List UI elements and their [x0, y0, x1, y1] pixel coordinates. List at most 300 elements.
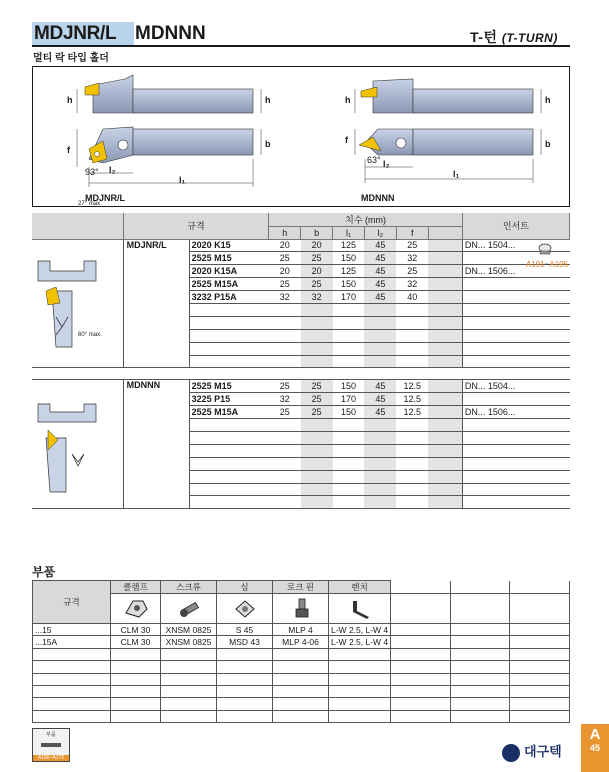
dim-f: 25 [396, 265, 428, 278]
empty-cell [428, 303, 462, 316]
dim-h-right: h [345, 95, 351, 105]
part-value: MLP 4 [273, 624, 329, 636]
empty-cell [161, 698, 217, 710]
dim-l1: 150 [333, 278, 365, 291]
empty-cell [428, 380, 462, 393]
holder-illustration: 27° max. [32, 239, 123, 368]
empty-cell [189, 457, 269, 470]
part-value: MLP 4-06 [273, 636, 329, 648]
empty-cell [462, 316, 569, 329]
table-row [32, 239, 570, 252]
empty-cell [462, 496, 569, 509]
dim-f-left: f [67, 145, 70, 155]
product-code: 2525 M15A [189, 278, 269, 291]
screw-icon [161, 594, 217, 624]
empty-cell [329, 648, 391, 660]
empty-cell [189, 470, 269, 483]
empty-cell [391, 624, 451, 636]
empty-cell [450, 624, 510, 636]
empty-cell [301, 483, 333, 496]
insert-code: DN... 1506... [462, 265, 569, 278]
dim-h-right-end: h [545, 95, 551, 105]
empty-cell [189, 496, 269, 509]
dim-h: 20 [269, 239, 301, 252]
empty-cell [450, 673, 510, 685]
model-name: MDNNN [123, 380, 189, 509]
empty-cell [428, 444, 462, 457]
right-top-view [355, 129, 541, 183]
empty-cell [333, 419, 365, 432]
empty-cell [510, 710, 570, 722]
empty-cell [329, 710, 391, 722]
empty-cell [428, 278, 462, 291]
empty-cell [301, 316, 333, 329]
empty-cell [161, 710, 217, 722]
dim-b-right: b [545, 139, 551, 149]
empty-cell [329, 673, 391, 685]
empty-cell [396, 470, 428, 483]
empty-cell [269, 457, 301, 470]
empty-cell [301, 303, 333, 316]
empty-cell [396, 329, 428, 342]
dim-b: 25 [301, 393, 333, 406]
empty-cell [396, 483, 428, 496]
blank-row [33, 698, 570, 710]
empty-cell [33, 710, 111, 722]
wrench-icon [39, 740, 63, 750]
empty-cell [333, 431, 365, 444]
blank-row [33, 710, 570, 722]
empty-cell [33, 685, 111, 697]
dim-header-f: f [396, 227, 428, 239]
col-insert-header: 인서트 [462, 213, 569, 239]
part-value: CLM 30 [111, 624, 161, 636]
product-code: 3225 P15 [189, 393, 269, 406]
taegutec-icon [502, 744, 520, 762]
lock-pin-icon [273, 594, 329, 624]
empty-cell [217, 673, 273, 685]
empty-cell [333, 329, 365, 342]
empty-cell [301, 419, 333, 432]
empty-cell [364, 355, 396, 368]
empty-cell [450, 710, 510, 722]
empty-cell [301, 470, 333, 483]
parts-icon-empty-2 [450, 594, 510, 624]
group-spacer [32, 368, 570, 380]
empty-cell [111, 673, 161, 685]
empty-cell [428, 483, 462, 496]
blank-row [33, 685, 570, 697]
empty-cell [391, 661, 451, 673]
empty-cell [189, 316, 269, 329]
page-number: 45 [589, 743, 600, 753]
empty-cell [396, 316, 428, 329]
insert-code: DN... 1506... [462, 406, 569, 419]
empty-cell [273, 685, 329, 697]
parts-badge-label: 부품 [46, 732, 56, 738]
empty-cell [428, 431, 462, 444]
empty-cell [428, 252, 462, 265]
blank-row [33, 673, 570, 685]
empty-cell [428, 291, 462, 304]
empty-cell [301, 444, 333, 457]
parts-col-empty-3 [510, 581, 570, 594]
empty-cell [189, 444, 269, 457]
empty-cell [391, 648, 451, 660]
insert-code: DN... 1504... [462, 380, 569, 393]
left-side-view [77, 75, 261, 113]
empty-cell [333, 444, 365, 457]
empty-cell [462, 303, 569, 316]
empty-cell [189, 342, 269, 355]
insert-icon [537, 243, 553, 257]
part-value: XNSM 0825 [161, 624, 217, 636]
parts-col-screw: 스크류 [161, 581, 217, 594]
drawing-caption-right: MDNNN [361, 193, 395, 203]
empty-cell [428, 393, 462, 406]
empty-cell [462, 483, 569, 496]
empty-cell [462, 457, 569, 470]
empty-cell [396, 457, 428, 470]
empty-cell [189, 303, 269, 316]
part-value: L-W 2.5, L-W 4 [329, 624, 391, 636]
dim-f: 12.5 [396, 406, 428, 419]
drawing-svg [33, 67, 571, 208]
empty-cell [510, 648, 570, 660]
empty-cell [301, 496, 333, 509]
drawing-caption-left: MDJNR/L [85, 193, 125, 203]
empty-cell [111, 661, 161, 673]
left-top-view [77, 127, 261, 187]
parts-col-lockpin: 로크 핀 [273, 581, 329, 594]
product-code: 2525 M15 [189, 252, 269, 265]
empty-cell [329, 685, 391, 697]
parts-title: 부품 [32, 565, 56, 579]
empty-cell [269, 431, 301, 444]
empty-cell [364, 483, 396, 496]
empty-cell [161, 673, 217, 685]
dim-l1-left: l₁ [179, 175, 186, 185]
empty-cell [269, 316, 301, 329]
product-code: 2020 K15 [189, 239, 269, 252]
shim-icon [217, 594, 273, 624]
dim-f-right: f [345, 135, 348, 145]
dim-f: 40 [396, 291, 428, 304]
empty-cell [217, 685, 273, 697]
dim-l1: 150 [333, 380, 365, 393]
parts-icon-empty-3 [510, 594, 570, 624]
parts-col-code: 규격 [33, 581, 111, 624]
empty-cell [364, 444, 396, 457]
part-value: XNSM 0825 [161, 636, 217, 648]
insert-page-ref[interactable] [526, 260, 568, 269]
empty-cell [428, 496, 462, 509]
dim-l2: 45 [364, 252, 396, 265]
empty-cell [111, 685, 161, 697]
angle-left: 93° [85, 167, 99, 177]
dim-header-b: b [301, 227, 333, 239]
empty-cell [33, 661, 111, 673]
dim-header-l1: l₁ [333, 227, 365, 239]
dim-l1-right: l₁ [453, 169, 460, 179]
empty-cell [364, 431, 396, 444]
dim-b: 25 [301, 252, 333, 265]
insert-ref-from: A191 [526, 260, 545, 269]
dim-l2: 45 [364, 278, 396, 291]
empty-cell [333, 355, 365, 368]
empty-cell [510, 685, 570, 697]
brand-name: T-턴 [470, 29, 498, 45]
empty-cell [450, 661, 510, 673]
empty-cell [450, 685, 510, 697]
empty-cell [333, 342, 365, 355]
dim-l1: 150 [333, 406, 365, 419]
empty-cell [333, 457, 365, 470]
dim-h: 25 [269, 380, 301, 393]
empty-cell [333, 316, 365, 329]
dim-l2-right: l₂ [383, 159, 390, 169]
empty-cell [428, 406, 462, 419]
dim-h: 25 [269, 406, 301, 419]
dim-f: 25 [396, 239, 428, 252]
empty-cell [269, 329, 301, 342]
holder-illustration: 60° max. [32, 380, 123, 509]
dim-b: 20 [301, 239, 333, 252]
company-name: 대구텍 [524, 744, 562, 759]
empty-cell [428, 470, 462, 483]
empty-cell [161, 685, 217, 697]
empty-cell [510, 698, 570, 710]
empty-cell [364, 419, 396, 432]
empty-cell [301, 329, 333, 342]
empty-cell [396, 419, 428, 432]
parts-icon-empty-1 [391, 594, 451, 624]
dim-header-h: h [269, 227, 301, 239]
empty-cell [269, 470, 301, 483]
empty-cell [333, 470, 365, 483]
empty-cell [33, 673, 111, 685]
empty-cell [428, 419, 462, 432]
empty-cell [428, 329, 462, 342]
brand-sub: (T-TURN) [501, 31, 558, 45]
empty-cell [301, 355, 333, 368]
dim-h: 32 [269, 291, 301, 304]
dim-h: 25 [269, 252, 301, 265]
insert-code [462, 278, 569, 291]
insert-code [462, 291, 569, 304]
dim-l1: 170 [333, 393, 365, 406]
dim-header-pad [428, 227, 462, 239]
part-value: MSD 43 [217, 636, 273, 648]
insert-code: DN... 1504... [462, 239, 569, 252]
empty-cell [462, 329, 569, 342]
table-row [32, 380, 570, 393]
product-code: 2525 M15 [189, 380, 269, 393]
dim-b: 32 [301, 291, 333, 304]
empty-cell [217, 710, 273, 722]
empty-cell [462, 419, 569, 432]
page-title-primary: MDJNR/L [34, 23, 117, 44]
dim-h-left-end: h [265, 95, 271, 105]
empty-cell [462, 355, 569, 368]
empty-cell [329, 661, 391, 673]
parts-page-ref-badge[interactable] [32, 728, 70, 762]
insert-ref-to: A195 [549, 260, 569, 269]
brand-logo [470, 27, 558, 47]
empty-cell [333, 483, 365, 496]
empty-cell [329, 698, 391, 710]
empty-cell [161, 648, 217, 660]
blank-row [33, 648, 570, 660]
page-tab [581, 724, 609, 772]
empty-cell [364, 329, 396, 342]
dim-l1: 125 [333, 265, 365, 278]
dim-h: 32 [269, 393, 301, 406]
parts-col-empty-1 [391, 581, 451, 594]
dim-l2: 45 [364, 291, 396, 304]
dim-l2: 45 [364, 239, 396, 252]
empty-cell [396, 496, 428, 509]
empty-cell [428, 316, 462, 329]
empty-cell [428, 342, 462, 355]
empty-cell [396, 444, 428, 457]
dim-l2: 45 [364, 265, 396, 278]
page-subtitle: 멀티 락 타입 홀더 [33, 53, 109, 64]
empty-cell [189, 431, 269, 444]
clamp-icon [111, 594, 161, 624]
empty-cell [391, 685, 451, 697]
col-code-header: 규격 [123, 213, 269, 239]
product-code: 3232 P15A [189, 291, 269, 304]
table-row [33, 624, 570, 636]
part-code: ...15A [33, 636, 111, 648]
spec-table [32, 201, 570, 509]
empty-cell [333, 303, 365, 316]
empty-cell [391, 698, 451, 710]
empty-cell [450, 636, 510, 648]
empty-cell [269, 303, 301, 316]
empty-cell [273, 698, 329, 710]
empty-cell [273, 648, 329, 660]
empty-cell [273, 673, 329, 685]
empty-cell [510, 673, 570, 685]
empty-cell [396, 342, 428, 355]
parts-col-empty-2 [450, 581, 510, 594]
part-code: ...15 [33, 624, 111, 636]
company-logo [502, 741, 562, 762]
empty-cell [450, 698, 510, 710]
empty-cell [189, 329, 269, 342]
right-side-view [355, 79, 541, 113]
empty-cell [161, 661, 217, 673]
part-value: L-W 2.5, L-W 4 [329, 636, 391, 648]
section-letter: A [589, 726, 601, 743]
parts-col-wrench: 렌치 [329, 581, 391, 594]
dim-b: 25 [301, 380, 333, 393]
empty-cell [396, 431, 428, 444]
empty-cell [391, 673, 451, 685]
dim-l2: 45 [364, 380, 396, 393]
part-value: CLM 30 [111, 636, 161, 648]
empty-cell [391, 636, 451, 648]
dim-l1: 150 [333, 252, 365, 265]
dim-header-l2: l₂ [364, 227, 396, 239]
technical-drawing [32, 66, 570, 207]
empty-cell [273, 661, 329, 673]
product-code: 2020 K15A [189, 265, 269, 278]
insert-code [462, 393, 569, 406]
empty-cell [396, 303, 428, 316]
empty-cell [217, 648, 273, 660]
dim-h: 20 [269, 265, 301, 278]
product-code: 2525 M15A [189, 406, 269, 419]
empty-cell [33, 648, 111, 660]
dim-b: 25 [301, 278, 333, 291]
empty-cell [364, 316, 396, 329]
empty-cell [111, 710, 161, 722]
empty-cell [189, 355, 269, 368]
dim-h-left: h [67, 95, 73, 105]
empty-cell [510, 624, 570, 636]
empty-cell [391, 710, 451, 722]
dim-l1: 125 [333, 239, 365, 252]
dim-f: 32 [396, 252, 428, 265]
empty-cell [364, 303, 396, 316]
dim-b: 25 [301, 406, 333, 419]
dim-b: 20 [301, 265, 333, 278]
dim-h: 25 [269, 278, 301, 291]
wrench-icon [329, 594, 391, 624]
empty-cell [462, 431, 569, 444]
empty-cell [333, 496, 365, 509]
empty-cell [428, 457, 462, 470]
dim-f: 12.5 [396, 380, 428, 393]
dim-l2: 45 [364, 406, 396, 419]
empty-cell [510, 661, 570, 673]
parts-table [32, 580, 570, 723]
empty-cell [510, 636, 570, 648]
empty-cell [450, 648, 510, 660]
empty-cell [273, 710, 329, 722]
dim-b-left: b [265, 139, 271, 149]
empty-cell [462, 444, 569, 457]
empty-cell [189, 483, 269, 496]
empty-cell [396, 355, 428, 368]
empty-cell [428, 239, 462, 252]
table-row [33, 636, 570, 648]
empty-cell [462, 342, 569, 355]
empty-cell [428, 355, 462, 368]
empty-cell [269, 483, 301, 496]
model-name: MDJNR/L [123, 239, 189, 368]
insert-ref-sep: ~ [544, 260, 550, 269]
dim-f: 12.5 [396, 393, 428, 406]
parts-col-shim: 심 [217, 581, 273, 594]
spacer-cell [32, 368, 570, 380]
parts-badge-ref: A166~A172 [33, 755, 69, 761]
empty-cell [217, 698, 273, 710]
empty-cell [269, 419, 301, 432]
parts-col-clamp: 클램프 [111, 581, 161, 594]
col-dims-header: 치수 (mm) [269, 213, 463, 227]
empty-cell [364, 457, 396, 470]
empty-cell [111, 648, 161, 660]
blank-row [33, 661, 570, 673]
empty-cell [301, 457, 333, 470]
empty-cell [217, 661, 273, 673]
dim-l1: 170 [333, 291, 365, 304]
empty-cell [269, 355, 301, 368]
